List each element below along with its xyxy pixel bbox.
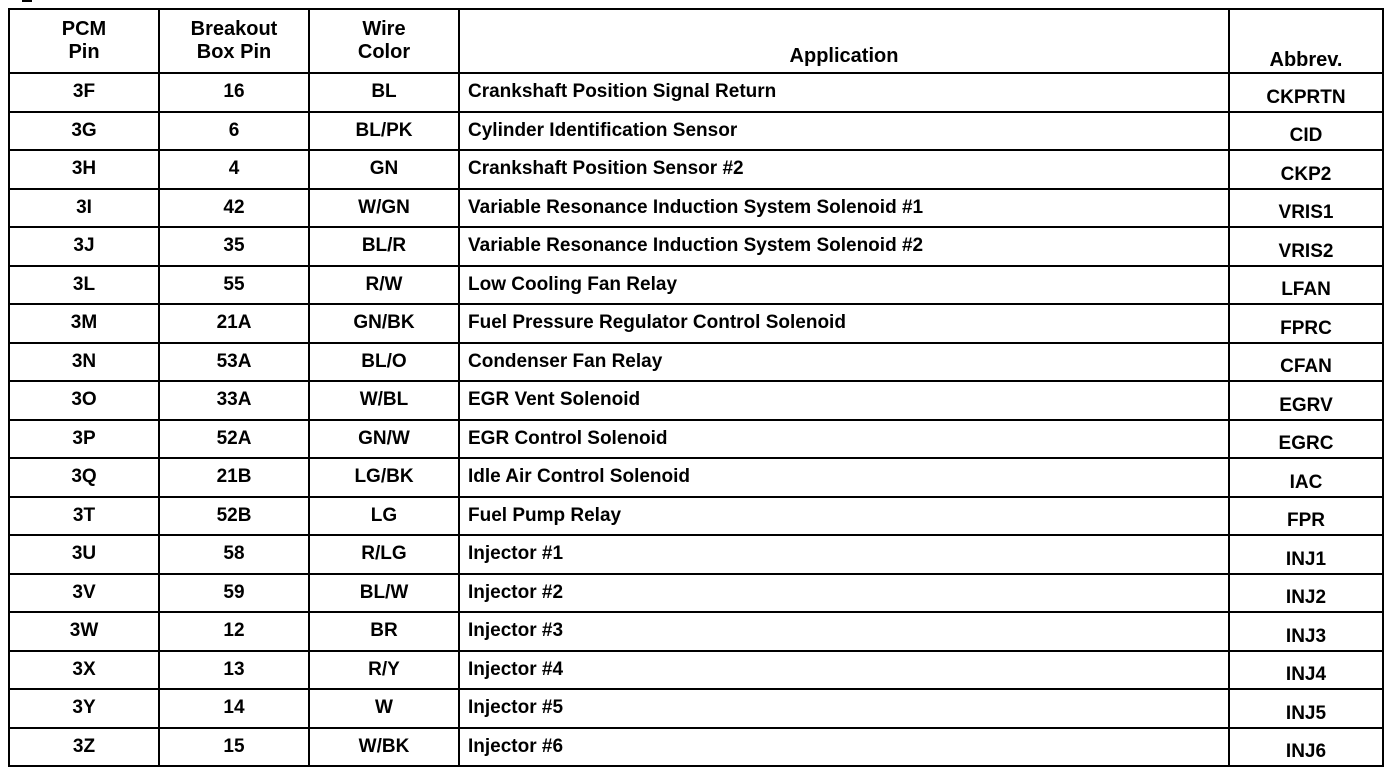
- cell-wire-color: W/BL: [309, 381, 459, 420]
- header-wire-color: [309, 9, 459, 73]
- cell-breakout-box-pin: 52B: [159, 497, 309, 536]
- cell-application: Injector #5: [459, 689, 1229, 728]
- header-pcm-pin-line-1: PCM: [61, 18, 107, 40]
- cell-application: EGR Control Solenoid: [459, 420, 1229, 459]
- cell-breakout-box-pin: 4: [159, 150, 309, 189]
- cell-wire-color: W/BK: [309, 728, 459, 767]
- header-breakout-box-pin: [159, 9, 309, 73]
- cell-pcm-pin: 3Z: [9, 728, 159, 767]
- cell-abbrev: EGRV: [1229, 381, 1383, 420]
- cell-breakout-box-pin: 21A: [159, 304, 309, 343]
- header-wire-color-line-2: Color: [357, 41, 411, 63]
- cell-breakout-box-pin: 14: [159, 689, 309, 728]
- cell-application: Low Cooling Fan Relay: [459, 266, 1229, 305]
- cell-breakout-box-pin: 12: [159, 612, 309, 651]
- cell-pcm-pin: 3Q: [9, 458, 159, 497]
- cell-wire-color: BL/O: [309, 343, 459, 382]
- cell-application: Injector #6: [459, 728, 1229, 767]
- cell-application: Injector #4: [459, 651, 1229, 690]
- cell-pcm-pin: 3L: [9, 266, 159, 305]
- cell-breakout-box-pin: 42: [159, 189, 309, 228]
- cell-breakout-box-pin: 21B: [159, 458, 309, 497]
- cell-pcm-pin: 3H: [9, 150, 159, 189]
- table-row: [9, 420, 1383, 459]
- table-row: [9, 343, 1383, 382]
- cell-breakout-box-pin: 15: [159, 728, 309, 767]
- header-row: [9, 9, 1383, 73]
- cell-application: Cylinder Identification Sensor: [459, 112, 1229, 151]
- cell-abbrev: LFAN: [1229, 266, 1383, 305]
- cell-breakout-box-pin: 33A: [159, 381, 309, 420]
- cell-wire-color: LG/BK: [309, 458, 459, 497]
- cell-pcm-pin: 3M: [9, 304, 159, 343]
- cell-abbrev: INJ1: [1229, 535, 1383, 574]
- cell-wire-color: GN/BK: [309, 304, 459, 343]
- cell-wire-color: BL: [309, 73, 459, 112]
- cell-wire-color: BL/W: [309, 574, 459, 613]
- cell-abbrev: INJ4: [1229, 651, 1383, 690]
- cell-abbrev: INJ2: [1229, 574, 1383, 613]
- cell-pcm-pin: 3P: [9, 420, 159, 459]
- table-row: [9, 651, 1383, 690]
- cell-abbrev: CFAN: [1229, 343, 1383, 382]
- cell-application: Injector #2: [459, 574, 1229, 613]
- cell-abbrev: CKP2: [1229, 150, 1383, 189]
- table-row: [9, 574, 1383, 613]
- cell-pcm-pin: 3X: [9, 651, 159, 690]
- cell-breakout-box-pin: 58: [159, 535, 309, 574]
- header-breakout-line-2: Box Pin: [196, 41, 272, 63]
- cell-application: EGR Vent Solenoid: [459, 381, 1229, 420]
- cell-application: Variable Resonance Induction System Solenoid #1: [459, 189, 1229, 228]
- cell-pcm-pin: 3T: [9, 497, 159, 536]
- cell-abbrev: INJ5: [1229, 689, 1383, 728]
- header-pcm-pin-line-2: Pin: [68, 41, 100, 63]
- cell-wire-color: BL/R: [309, 227, 459, 266]
- table-row: [9, 150, 1383, 189]
- cell-breakout-box-pin: 52A: [159, 420, 309, 459]
- cell-application: Fuel Pump Relay: [459, 497, 1229, 536]
- cell-pcm-pin: 3U: [9, 535, 159, 574]
- cell-wire-color: GN: [309, 150, 459, 189]
- header-application: Application: [459, 9, 1229, 73]
- header-abbrev: Abbrev.: [1229, 9, 1383, 73]
- cell-breakout-box-pin: 59: [159, 574, 309, 613]
- cell-pcm-pin: 3I: [9, 189, 159, 228]
- cell-abbrev: VRIS2: [1229, 227, 1383, 266]
- cell-wire-color: W: [309, 689, 459, 728]
- table-row: [9, 73, 1383, 112]
- cell-abbrev: FPRC: [1229, 304, 1383, 343]
- cell-pcm-pin: 3V: [9, 574, 159, 613]
- cell-abbrev: VRIS1: [1229, 189, 1383, 228]
- cell-wire-color: GN/W: [309, 420, 459, 459]
- cell-application: Injector #1: [459, 535, 1229, 574]
- cell-wire-color: BL/PK: [309, 112, 459, 151]
- table-header: [9, 9, 1383, 73]
- cell-application: Crankshaft Position Sensor #2: [459, 150, 1229, 189]
- table-row: [9, 266, 1383, 305]
- cell-breakout-box-pin: 13: [159, 651, 309, 690]
- cell-wire-color: R/Y: [309, 651, 459, 690]
- table-row: [9, 612, 1383, 651]
- table-body: [9, 73, 1383, 766]
- cell-wire-color: BR: [309, 612, 459, 651]
- cell-application: Injector #3: [459, 612, 1229, 651]
- cell-abbrev: CID: [1229, 112, 1383, 151]
- cell-pcm-pin: 3N: [9, 343, 159, 382]
- table-row: [9, 458, 1383, 497]
- cell-wire-color: W/GN: [309, 189, 459, 228]
- table-row: [9, 535, 1383, 574]
- cell-breakout-box-pin: 16: [159, 73, 309, 112]
- pcm-pin-chart: [8, 8, 1382, 766]
- cell-application: Crankshaft Position Signal Return: [459, 73, 1229, 112]
- table-row: [9, 304, 1383, 343]
- cell-abbrev: IAC: [1229, 458, 1383, 497]
- cell-application: Fuel Pressure Regulator Control Solenoid: [459, 304, 1229, 343]
- cell-wire-color: R/LG: [309, 535, 459, 574]
- cell-abbrev: CKPRTN: [1229, 73, 1383, 112]
- cell-pcm-pin: 3O: [9, 381, 159, 420]
- cell-abbrev: INJ6: [1229, 728, 1383, 767]
- cell-application: Condenser Fan Relay: [459, 343, 1229, 382]
- table-row: [9, 381, 1383, 420]
- header-breakout-line-1: Breakout: [190, 18, 278, 40]
- cell-pcm-pin: 3W: [9, 612, 159, 651]
- cell-abbrev: EGRC: [1229, 420, 1383, 459]
- cell-abbrev: INJ3: [1229, 612, 1383, 651]
- header-pcm-pin: [9, 9, 159, 73]
- cell-breakout-box-pin: 35: [159, 227, 309, 266]
- table-row: [9, 689, 1383, 728]
- cell-pcm-pin: 3J: [9, 227, 159, 266]
- cell-breakout-box-pin: 55: [159, 266, 309, 305]
- table-row: [9, 728, 1383, 767]
- cell-breakout-box-pin: 6: [159, 112, 309, 151]
- header-wire-color-line-1: Wire: [362, 18, 406, 40]
- cell-wire-color: LG: [309, 497, 459, 536]
- cell-pcm-pin: 3G: [9, 112, 159, 151]
- table-row: [9, 112, 1383, 151]
- table-row: [9, 189, 1383, 228]
- cell-breakout-box-pin: 53A: [159, 343, 309, 382]
- table-row: [9, 227, 1383, 266]
- pcm-pin-table: [8, 8, 1384, 767]
- cell-pcm-pin: 3F: [9, 73, 159, 112]
- scan-mark: [22, 0, 32, 2]
- cell-abbrev: FPR: [1229, 497, 1383, 536]
- cell-pcm-pin: 3Y: [9, 689, 159, 728]
- cell-application: Idle Air Control Solenoid: [459, 458, 1229, 497]
- cell-application: Variable Resonance Induction System Solenoid #2: [459, 227, 1229, 266]
- table-row: [9, 497, 1383, 536]
- cell-wire-color: R/W: [309, 266, 459, 305]
